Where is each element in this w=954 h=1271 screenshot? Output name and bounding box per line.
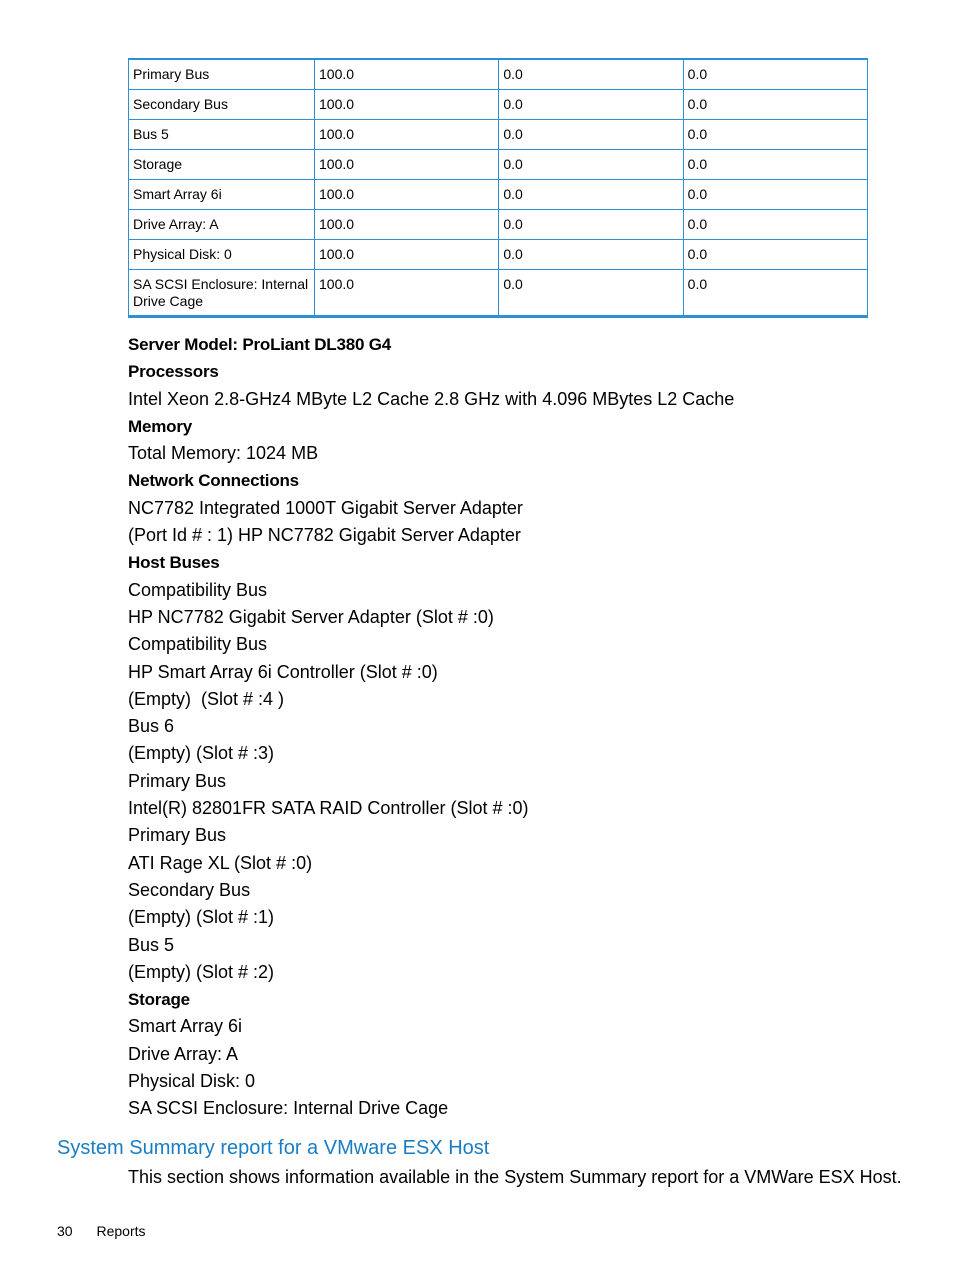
table-row	[129, 150, 868, 180]
table-cell: 0.0	[683, 59, 867, 90]
detail-line: (Port Id # : 1) HP NC7782 Gigabit Server Adapter	[128, 525, 521, 546]
table-cell: 0.0	[499, 240, 683, 270]
table-cell: Bus 5	[129, 120, 315, 150]
table-row	[129, 59, 868, 90]
table-cell: 100.0	[315, 210, 499, 240]
table-cell: 0.0	[499, 90, 683, 120]
detail-line: Compatibility Bus	[128, 634, 268, 655]
table-row	[129, 240, 868, 270]
table-cell: SA SCSI Enclosure: Internal Drive Cage	[129, 270, 315, 317]
table-cell: 0.0	[499, 59, 683, 90]
detail-line: NC7782 Integrated 1000T Gigabit Server Adapter	[128, 497, 523, 518]
page-number: 30	[57, 1223, 73, 1239]
table-cell: Smart Array 6i	[129, 180, 315, 210]
section-label: Memory	[128, 416, 192, 436]
detail-line: (Empty) (Slot # :3)	[128, 743, 275, 764]
detail-line: (Empty) (Slot # :2)	[128, 961, 275, 982]
section-label: Processors	[128, 362, 219, 382]
table-cell: 0.0	[683, 210, 867, 240]
table-cell: 100.0	[315, 90, 499, 120]
table-cell: 0.0	[683, 270, 867, 317]
table-cell: 0.0	[683, 180, 867, 210]
table-cell: 100.0	[315, 150, 499, 180]
detail-line: Secondary Bus	[128, 879, 251, 900]
section-label: Storage	[128, 990, 190, 1010]
detail-line: Bus 6	[128, 716, 175, 737]
table-cell: 0.0	[499, 270, 683, 317]
utilization-table	[128, 58, 868, 318]
table-cell: 100.0	[315, 240, 499, 270]
table-cell: 100.0	[315, 180, 499, 210]
table-cell: 100.0	[315, 120, 499, 150]
table-cell: 0.0	[499, 180, 683, 210]
table-cell: Primary Bus	[129, 59, 315, 90]
detail-line: Bus 5	[128, 934, 175, 955]
section-intro: This section shows information available in the System Summary report for a VMWare ESX Host.	[128, 1167, 902, 1187]
footer-section-name: Reports	[96, 1223, 146, 1239]
table-cell: 0.0	[499, 150, 683, 180]
detail-line: Total Memory: 1024 MB	[128, 443, 319, 464]
detail-line: Smart Array 6i	[128, 1016, 243, 1037]
detail-line: Compatibility Bus	[128, 579, 268, 600]
detail-line: Drive Array: A	[128, 1043, 239, 1064]
table-row	[129, 180, 868, 210]
table-row	[129, 210, 868, 240]
table-cell: Drive Array: A	[129, 210, 315, 240]
table-cell: 0.0	[683, 120, 867, 150]
detail-line: HP Smart Array 6i Controller (Slot # :0)	[128, 661, 438, 682]
detail-line: Primary Bus	[128, 825, 227, 846]
table-cell: 0.0	[499, 210, 683, 240]
table-cell: 0.0	[683, 90, 867, 120]
table-row	[129, 270, 868, 317]
table-cell: 100.0	[315, 59, 499, 90]
section-label: Network Connections	[128, 471, 299, 491]
detail-line: (Empty) (Slot # :1)	[128, 907, 275, 928]
section-label: Server Model: ProLiant DL380 G4	[128, 335, 392, 354]
detail-line: HP NC7782 Gigabit Server Adapter (Slot # :0)	[128, 606, 494, 627]
detail-line: (Empty) (Slot # :4 )	[128, 688, 285, 709]
detail-line: Primary Bus	[128, 770, 227, 791]
table-cell: 0.0	[683, 240, 867, 270]
table-cell: 100.0	[315, 270, 499, 317]
server-details	[128, 331, 888, 1123]
table-cell: Storage	[129, 150, 315, 180]
section-label: Host Buses	[128, 553, 220, 573]
table-row	[129, 90, 868, 120]
table-cell: 0.0	[499, 120, 683, 150]
page-footer	[57, 1221, 146, 1241]
table-row	[129, 120, 868, 150]
detail-line: ATI Rage XL (Slot # :0)	[128, 852, 313, 873]
section-heading: System Summary report for a VMware ESX Host	[57, 1137, 490, 1159]
detail-line: Physical Disk: 0	[128, 1071, 256, 1092]
detail-line: Intel(R) 82801FR SATA RAID Controller (Slot # :0)	[128, 798, 529, 819]
table-cell: 0.0	[683, 150, 867, 180]
detail-line: SA SCSI Enclosure: Internal Drive Cage	[128, 1098, 449, 1119]
detail-line: Intel Xeon 2.8-GHz4 MByte L2 Cache 2.8 GHz with 4.096 MBytes L2 Cache	[128, 388, 735, 409]
table-cell: Secondary Bus	[129, 90, 315, 120]
table-cell: Physical Disk: 0	[129, 240, 315, 270]
